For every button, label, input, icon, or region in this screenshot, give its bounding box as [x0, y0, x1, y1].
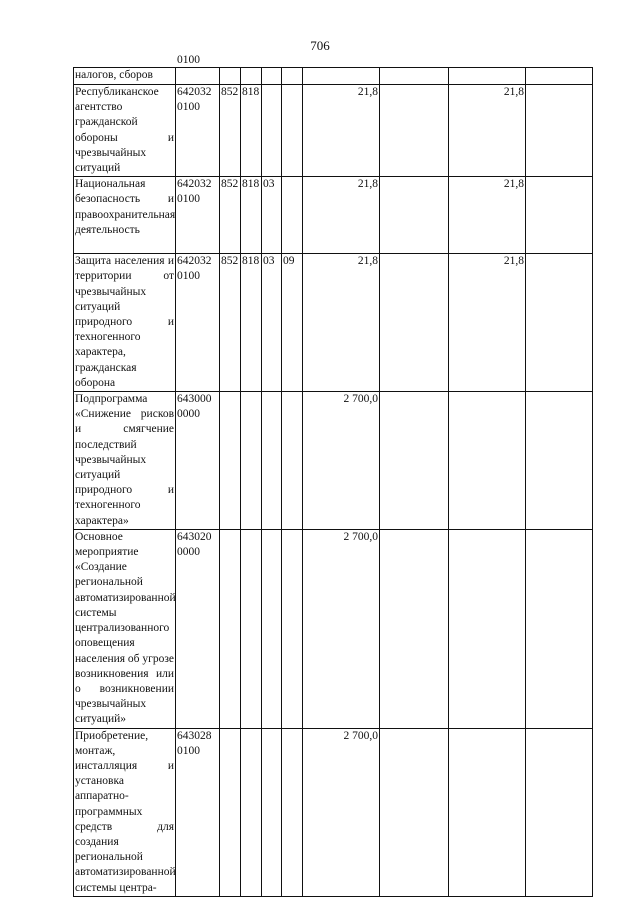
target-code: 0100	[176, 68, 220, 85]
amount-4	[526, 85, 593, 177]
amount-2	[380, 529, 449, 728]
ministry-code: 852	[220, 254, 241, 392]
row-name: Национальная безопасность и правоохранительная деятельность	[74, 177, 176, 254]
subsection-code	[282, 529, 303, 728]
amount-4	[526, 392, 593, 530]
row-name: Подпрограмма «Снижение рисков и смягчение последствий чрезвычайных ситуаций природного и техногенного характера»	[74, 392, 176, 530]
ministry-code: 852	[220, 85, 241, 177]
amount-3: 21,8	[449, 254, 526, 392]
section-code: 03	[262, 177, 282, 254]
subsection-code	[282, 68, 303, 85]
row-name: Защита населения и территории от чрезвычайных ситуаций природного и техногенного характера, гражданская оборона	[74, 254, 176, 392]
target-code: 642032 0100	[176, 254, 220, 392]
amount-2	[380, 392, 449, 530]
amount-4	[526, 177, 593, 254]
amount-1: 2 700,0	[303, 529, 380, 728]
section-code	[262, 85, 282, 177]
section-code	[262, 68, 282, 85]
subsection-code	[282, 177, 303, 254]
amount-4	[526, 68, 593, 85]
amount-1: 2 700,0	[303, 728, 380, 896]
subsection-code: 09	[282, 254, 303, 392]
amount-4	[526, 728, 593, 896]
target-code: 642032 0100	[176, 177, 220, 254]
section-code	[262, 392, 282, 530]
amount-1: 21,8	[303, 254, 380, 392]
ministry-code	[220, 728, 241, 896]
amount-4	[526, 529, 593, 728]
amount-2	[380, 254, 449, 392]
amount-2	[380, 177, 449, 254]
section-code	[262, 728, 282, 896]
target-code: 643028 0100	[176, 728, 220, 896]
target-code: 642032 0100	[176, 85, 220, 177]
amount-1: 21,8	[303, 85, 380, 177]
table-row	[74, 254, 593, 392]
amount-3: 21,8	[449, 85, 526, 177]
budget-table	[73, 53, 593, 897]
row-name: налогов, сборов	[74, 68, 176, 85]
amount-2	[380, 85, 449, 177]
ministry-code	[220, 68, 241, 85]
dept-code: 818	[241, 177, 262, 254]
amount-3	[449, 392, 526, 530]
dept-code	[241, 728, 262, 896]
amount-3: 21,8	[449, 177, 526, 254]
table-row	[74, 392, 593, 530]
amount-3	[449, 68, 526, 85]
target-code: 643020 0000	[176, 529, 220, 728]
amount-2	[380, 68, 449, 85]
table-row	[74, 177, 593, 254]
amount-2	[380, 728, 449, 896]
target-code: 643000 0000	[176, 392, 220, 530]
page-number: 706	[310, 38, 330, 53]
subsection-code	[282, 85, 303, 177]
row-name: Республиканское агентство гражданской обороны и чрезвычайных ситуаций	[74, 85, 176, 177]
amount-4	[526, 254, 593, 392]
row-name: Приобретение, монтаж, инсталляция и установка аппаратно-программных средств для создания региональной автоматизированной системы центра-	[74, 728, 176, 896]
amount-3	[449, 728, 526, 896]
dept-code	[241, 529, 262, 728]
ministry-code	[220, 392, 241, 530]
dept-code	[241, 392, 262, 530]
dept-code: 818	[241, 85, 262, 177]
ministry-code	[220, 529, 241, 728]
section-code: 03	[262, 254, 282, 392]
table-row	[74, 728, 593, 896]
row-name: Основное мероприятие «Создание региональной автоматизированной системы централизованного оповещения населения об угрозе возникновения или о возникновении чрезвычайных ситуаций»	[74, 529, 176, 728]
subsection-code	[282, 392, 303, 530]
amount-1: 21,8	[303, 177, 380, 254]
table-row	[74, 68, 593, 85]
dept-code: 818	[241, 254, 262, 392]
amount-1	[303, 68, 380, 85]
amount-1: 2 700,0	[303, 392, 380, 530]
subsection-code	[282, 728, 303, 896]
dept-code	[241, 68, 262, 85]
section-code	[262, 529, 282, 728]
ministry-code: 852	[220, 177, 241, 254]
table-row	[74, 85, 593, 177]
amount-3	[449, 529, 526, 728]
table-row	[74, 529, 593, 728]
